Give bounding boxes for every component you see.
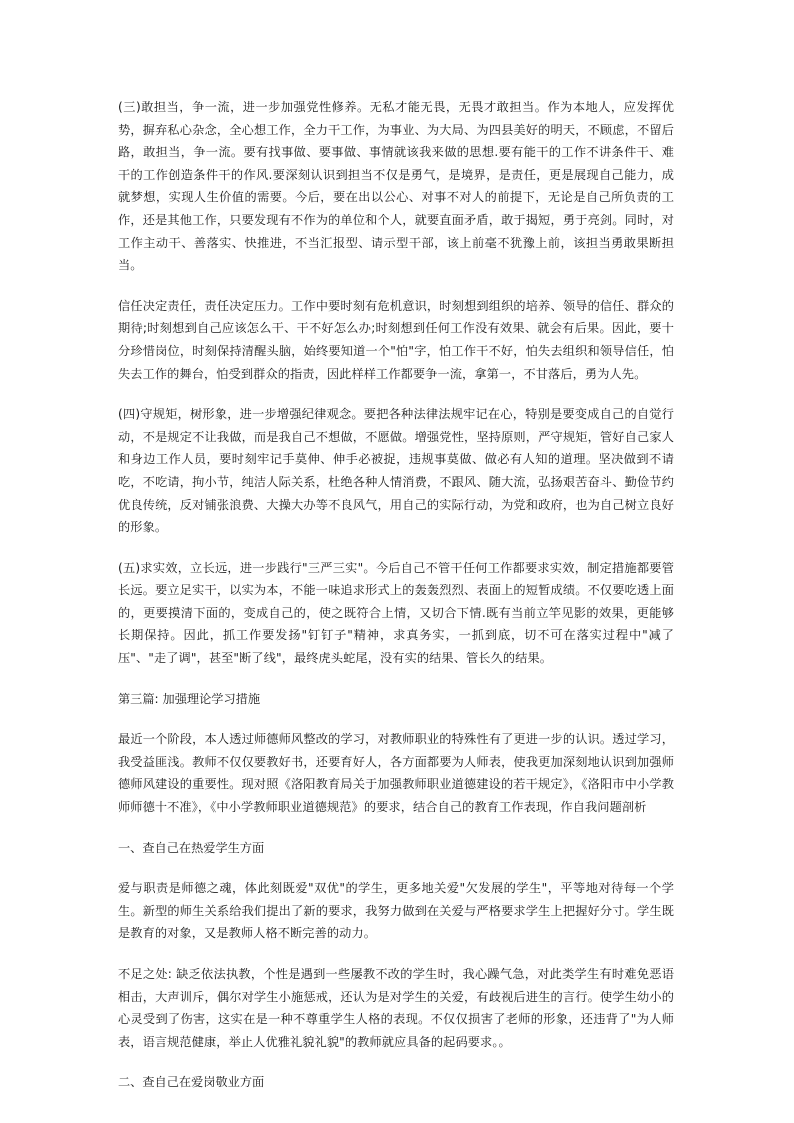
document-page [118, 96, 674, 1112]
paragraph-seek-results: (五)求实效，立长远，进一步践行"三严三实"。今后自己不管干任何工作都要求实效，制定措施都要管长远。要立足实干，以实为本，不能一味追求形式上的轰轰烈烈、表面上的短暂成绩。不仅要吃透上面的，更要摸清下面的，变成自己的，使之既符合上情，又切合下情.既有当前立竿见影的效果，更能够长期保持。因此，抓工作要发扬"钉钉子"精神，求真务实，一抓到底，切不可在落实过程中"减了压"、"走了调"，甚至"断了线"，最终虎头蛇尾，没有实的结果、管长久的结果。 [118, 560, 674, 666]
paragraph-shortcomings: 不足之处: 缺乏依法执教，个性是遇到一些屡教不改的学生时，我心躁气急，对此类学生有时难免恶语相击，大声训斥，偶尔对学生小施惩戒，还认为是对学生的关爱，有歧视后进生的言行。使学生幼小的心灵受到了伤害，这实在是一种不尊重学生人格的表现。不仅仅损害了老师的形象，还违背了"为人师表，语言规范健康，举止人优雅礼貌礼貌"的教师就应具备的起码要求。。 [118, 967, 674, 1049]
paragraph-love-responsibility: 爱与职责是师德之魂，体此刻既爱"双优"的学生，更多地关爱"欠发展的学生"，平等地对待每一个学生。新型的师生关系给我们提出了新的要求，我努力做到在关爱与严格要求学生上把握好分寸。学生既是教育的对象，又是教师人格不断完善的动力。 [118, 881, 674, 941]
paragraph-trust-responsibility: 信任决定责任，责任决定压力。工作中要时刻有危机意识，时刻想到组织的培养、领导的信任、群众的期待;时刻想到自己应该怎么干、干不好怎么办;时刻想到任何工作没有效果、就会有后果。因此，要十分珍惜岗位，时刻保持清醒头脑，始终要知道一个"怕"字，怕工作干不好，怕失去组织和领导信任，怕失去工作的舞台，怕受到群众的指责，因此样样工作都要争一流，拿第一，不甘落后，勇为人先。 [118, 298, 674, 381]
paragraph-intro: 最近一个阶段，本人透过师德师风整改的学习，对教师职业的特殊性有了更进一步的认识。透过学习，我受益匪浅。教师不仅仅要教好书，还要育好人，各方面都要为人师表，使我更加深刻地认识到加强师德师风建设的重要性。现对照《洛阳教育局关于加强教师职业道德建设的若干规定》，《洛阳市中小学教师师德十不准》，《中小学教师职业道德规范》的要求，结合自己的教育工作表现，作自我问题剖析 [118, 732, 674, 815]
heading-dedication: 二、查自己在爱岗敬业方面 [118, 1075, 265, 1090]
section-title: 第三篇: 加强理论学习措施 [118, 691, 261, 706]
paragraph-keep-rules: (四)守规矩，树形象，进一步增强纪律观念。要把各种法律法规牢记在心，特别是要变成自己的自觉行动，不是规定不让我做，而是我自己不想做，不愿做。增强党性，坚持原则，严守规矩，管好自己家人和身边工作人员，要时刻牢记手莫伸、伸手必被捉，违规事莫做、做必有人知的道理。坚决做到不请吃，不吃请，拘小节，纯洁人际关系，杜绝各种人情消费，不跟风、随大流，弘扬艰苦奋斗、勤俭节约优良传统，反对铺张浪费、大操大办等不良风气，用自己的实际行动，为党和政府，也为自己树立良好的形象。 [118, 407, 674, 535]
paragraph-dare-to-take-responsibility: (三)敢担当，争一流，进一步加强党性修养。无私才能无畏，无畏才敢担当。作为本地人，应发挥优势，摒弃私心杂念，全心想工作，全力干工作，为事业、为大局、为四县美好的明天，不顾虑，不留后路，敢担当，争一流。要有找事做、要事做、事情就该我来做的思想.要有能干的工作不讲条件干、难干的工作创造条件干的作风.要深刻认识到担当不仅是勇气，是境界，是责任，更是展现自己能力，成就梦想，实现人生价值的需要。今后，要在出以公心、对事不对人的前提下，无论是自己所负责的工作，还是其他工作，只要发现有不作为的单位和个人，就要直面矛盾，敢于揭短，勇于亮剑。同时，对工作主动干、善落实、快推进，不当汇报型、请示型干部，该上前毫不犹豫上前，该担当勇敢果断担当。 [118, 100, 674, 273]
heading-love-students: 一、查自己在热爱学生方面 [118, 840, 265, 855]
